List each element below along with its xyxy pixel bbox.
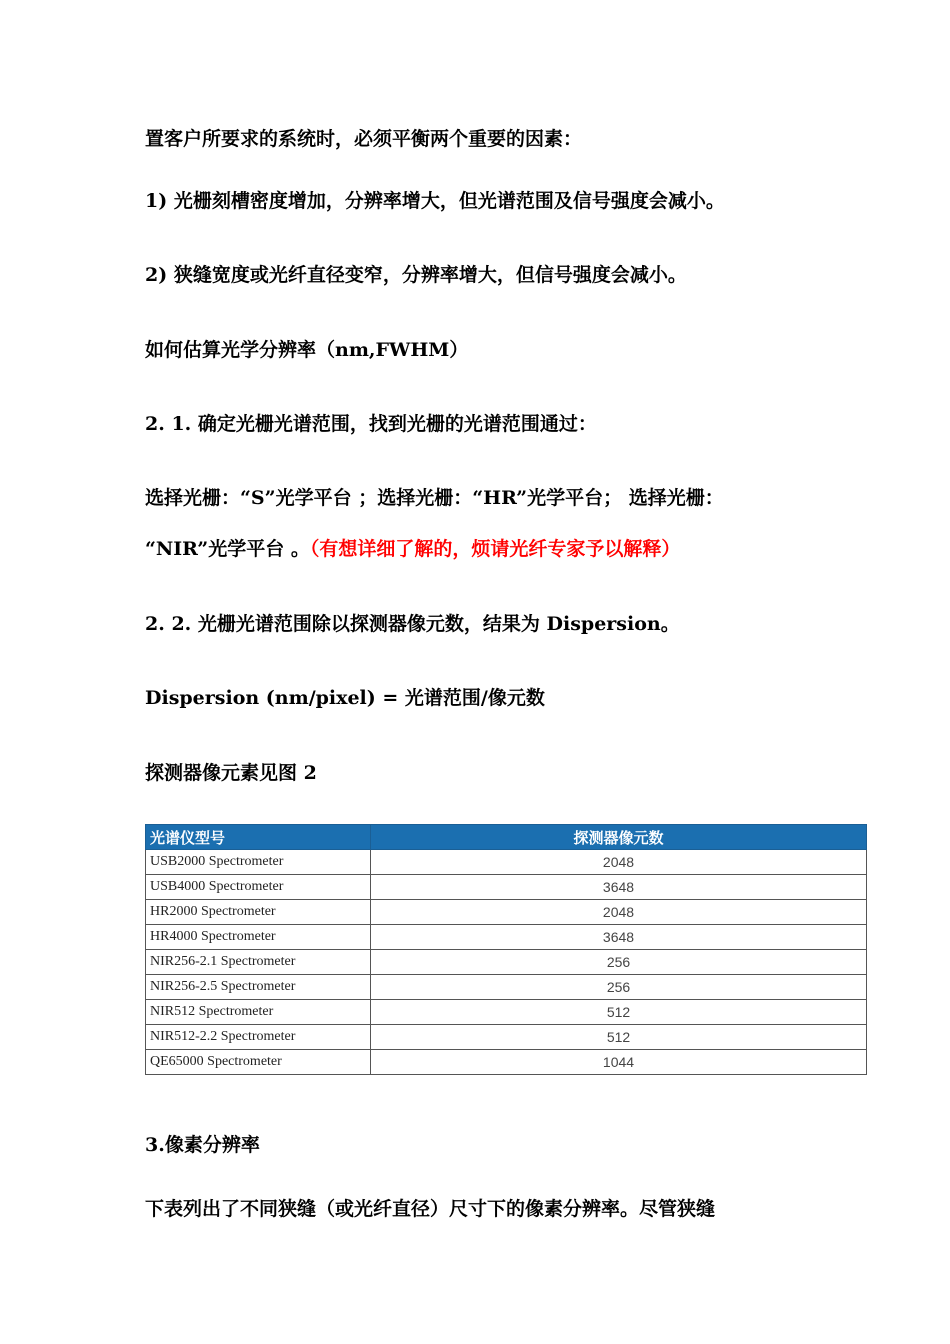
table-header-row [146, 825, 867, 850]
model-cell: NIR256-2.5 Spectrometer [146, 975, 371, 1000]
pixels-cell: 512 [371, 1025, 867, 1050]
pixels-cell: 256 [371, 950, 867, 975]
factor-1-paragraph: 1) 光栅刻槽密度增加，分辨率增大，但光谱范围及信号强度会减小。 [145, 190, 725, 212]
pixels-cell: 512 [371, 1000, 867, 1025]
table-row [146, 1025, 867, 1050]
nir-platform-text: “NIR”光学平台 。 [145, 538, 310, 560]
table-row [146, 975, 867, 1000]
intro-paragraph: 置客户所要求的系统时，必须平衡两个重要的因素： [145, 128, 583, 150]
pixels-cell: 256 [371, 975, 867, 1000]
expert-note: （有想详细了解的，烦请光纤专家予以解释） [309, 538, 681, 560]
section-3-text: 下表列出了不同狭缝（或光纤直径）尺寸下的像素分辨率。尽管狭缝 [145, 1198, 716, 1220]
pixels-cell: 2048 [371, 850, 867, 875]
pixels-cell: 3648 [371, 875, 867, 900]
pixels-cell: 3648 [371, 925, 867, 950]
model-cell: HR2000 Spectrometer [146, 900, 371, 925]
pixels-cell: 1044 [371, 1050, 867, 1075]
section-3-heading: 3.像素分辨率 [145, 1134, 260, 1156]
table-row [146, 900, 867, 925]
table-row [146, 950, 867, 975]
grating-select-line-2 [145, 536, 680, 562]
step-2-2-paragraph: 2. 2. 光栅光谱范围除以探测器像元数，结果为 Dispersion。 [145, 613, 680, 635]
table-row [146, 925, 867, 950]
table-row [146, 875, 867, 900]
header-pixels: 探测器像元数 [371, 825, 867, 850]
model-cell: QE65000 Spectrometer [146, 1050, 371, 1075]
grating-select-line-1: 选择光栅：“S”光学平台 ；选择光栅：“HR”光学平台； 选择光栅： [145, 487, 724, 509]
table-row [146, 850, 867, 875]
model-cell: HR4000 Spectrometer [146, 925, 371, 950]
spectrometer-pixel-table [145, 824, 867, 1075]
how-to-heading: 如何估算光学分辨率（nm,FWHM） [145, 339, 469, 361]
model-cell: USB2000 Spectrometer [146, 850, 371, 875]
model-cell: NIR256-2.1 Spectrometer [146, 950, 371, 975]
table-row [146, 1050, 867, 1075]
model-cell: NIR512-2.2 Spectrometer [146, 1025, 371, 1050]
dispersion-formula: Dispersion (nm/pixel) = 光谱范围/像元数 [145, 687, 545, 709]
step-2-1-paragraph: 2. 1. 确定光栅光谱范围，找到光栅的光谱范围通过： [145, 413, 597, 435]
table-row [146, 1000, 867, 1025]
figure-reference: 探测器像元素见图 2 [145, 762, 317, 784]
header-model: 光谱仪型号 [146, 825, 371, 850]
model-cell: NIR512 Spectrometer [146, 1000, 371, 1025]
model-cell: USB4000 Spectrometer [146, 875, 371, 900]
pixels-cell: 2048 [371, 900, 867, 925]
factor-2-paragraph: 2) 狭缝宽度或光纤直径变窄，分辨率增大，但信号强度会减小。 [145, 264, 687, 286]
